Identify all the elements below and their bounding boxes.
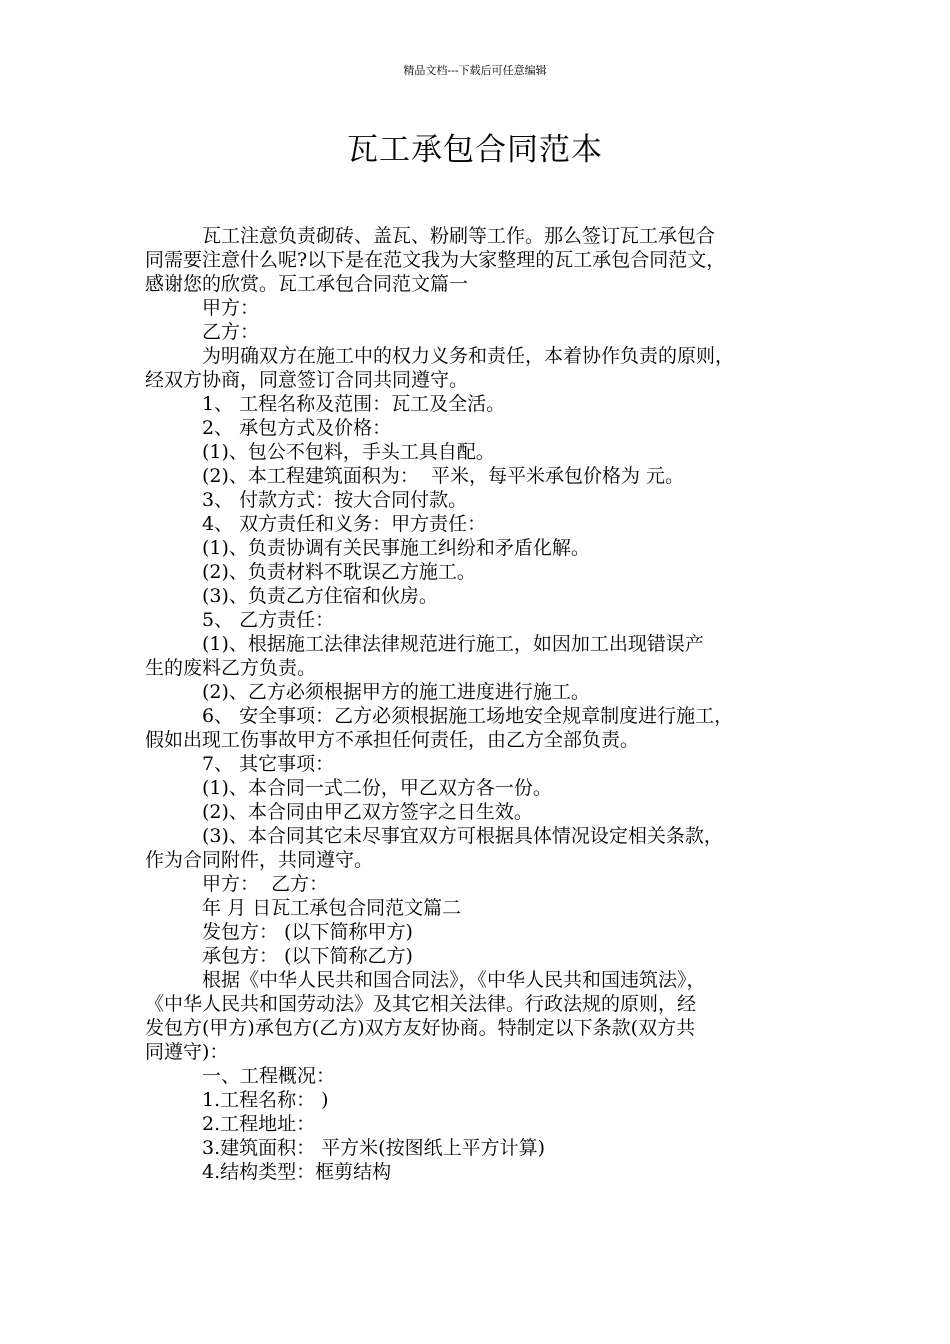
- document-line: 1.工程名称： ): [202, 1089, 329, 1111]
- document-line: (3)、负责乙方住宿和伙房。: [202, 585, 438, 607]
- document-line: 生的废料乙方负责。: [145, 657, 317, 679]
- document-line: 发包方(甲方)承包方(乙方)双方友好协商。特制定以下条款(双方共: [145, 1017, 696, 1039]
- document-line: 同需要注意什么呢?以下是在范文我为大家整理的瓦工承包合同范文，: [145, 249, 726, 271]
- document-line: (2)、本合同由甲乙双方签字之日生效。: [202, 801, 533, 823]
- document-line: 同遵守)：: [145, 1041, 229, 1063]
- document-line: (1)、本合同一式二份，甲乙双方各一份。: [202, 777, 552, 799]
- document-line: 5、 乙方责任：: [202, 609, 335, 631]
- document-line: 4.结构类型：框剪结构: [202, 1161, 392, 1183]
- document-line: 6、 安全事项：乙方必须根据施工场地安全规章制度进行施工，: [202, 705, 734, 727]
- document-line: 根据《中华人民共和国合同法》，《中华人民共和国违筑法》，: [202, 969, 706, 991]
- document-line: 一、工程概况：: [202, 1065, 336, 1087]
- document-line: (3)、本合同其它未尽事宜双方可根据具体情况设定相关条款，: [202, 825, 723, 847]
- document-line: 7、 其它事项：: [202, 753, 335, 775]
- document-line: 3.建筑面积： 平方米(按图纸上平方计算): [202, 1137, 545, 1159]
- document-body: [145, 224, 817, 1184]
- document-line: (1)、包公不包料，手头工具自配。: [202, 441, 495, 463]
- document-line: 2、 承包方式及价格：: [202, 417, 392, 439]
- document-line: 年 月 日瓦工承包合同范文篇二: [202, 897, 462, 919]
- document-line: 假如出现工伤事故甲方不承担任何责任，由乙方全部负责。: [145, 729, 640, 751]
- document-line: 为明确双方在施工中的权力义务和责任，本着协作负责的原则，: [202, 345, 735, 367]
- document-line: 乙方：: [202, 321, 260, 343]
- document-line: 《中华人民共和国劳动法》及其它相关法律。行政法规的原则，经: [145, 993, 697, 1015]
- document-line: 1、 工程名称及范围：瓦工及全活。: [202, 393, 506, 415]
- document-title: 瓦工承包合同范本: [347, 132, 603, 168]
- document-line: 发包方： (以下简称甲方): [202, 921, 413, 943]
- document-line: (1)、根据施工法律法律规范进行施工，如因加工出现错误产: [202, 633, 704, 655]
- document-line: 经双方协商，同意签订合同共同遵守。: [145, 369, 469, 391]
- document-line: 承包方： (以下简称乙方): [202, 945, 413, 967]
- document-line: 甲方： 乙方：: [202, 873, 329, 895]
- document-line: 作为合同附件，共同遵守。: [145, 849, 374, 871]
- document-line: 甲方：: [202, 297, 260, 319]
- document-line: 感谢您的欣赏。瓦工承包合同范文篇一: [145, 273, 469, 295]
- document-line: (2)、乙方必须根据甲方的施工进度进行施工。: [202, 681, 590, 703]
- document-line: (2)、本工程建筑面积为： 平米，每平米承包价格为 元。: [202, 465, 685, 487]
- document-line: 3、 付款方式：按大合同付款。: [202, 489, 468, 511]
- document-line: (2)、负责材料不耽误乙方施工。: [202, 561, 476, 583]
- document-line: 瓦工注意负责砌砖、盖瓦、粉刷等工作。那么签订瓦工承包合: [202, 225, 716, 247]
- document-line: (1)、负责协调有关民事施工纠纷和矛盾化解。: [202, 537, 590, 559]
- document-line: 4、 双方责任和义务：甲方责任：: [202, 513, 487, 535]
- document-line: 2.工程地址：: [202, 1113, 316, 1135]
- page-header: 精品文档---下载后可任意编辑: [403, 64, 547, 77]
